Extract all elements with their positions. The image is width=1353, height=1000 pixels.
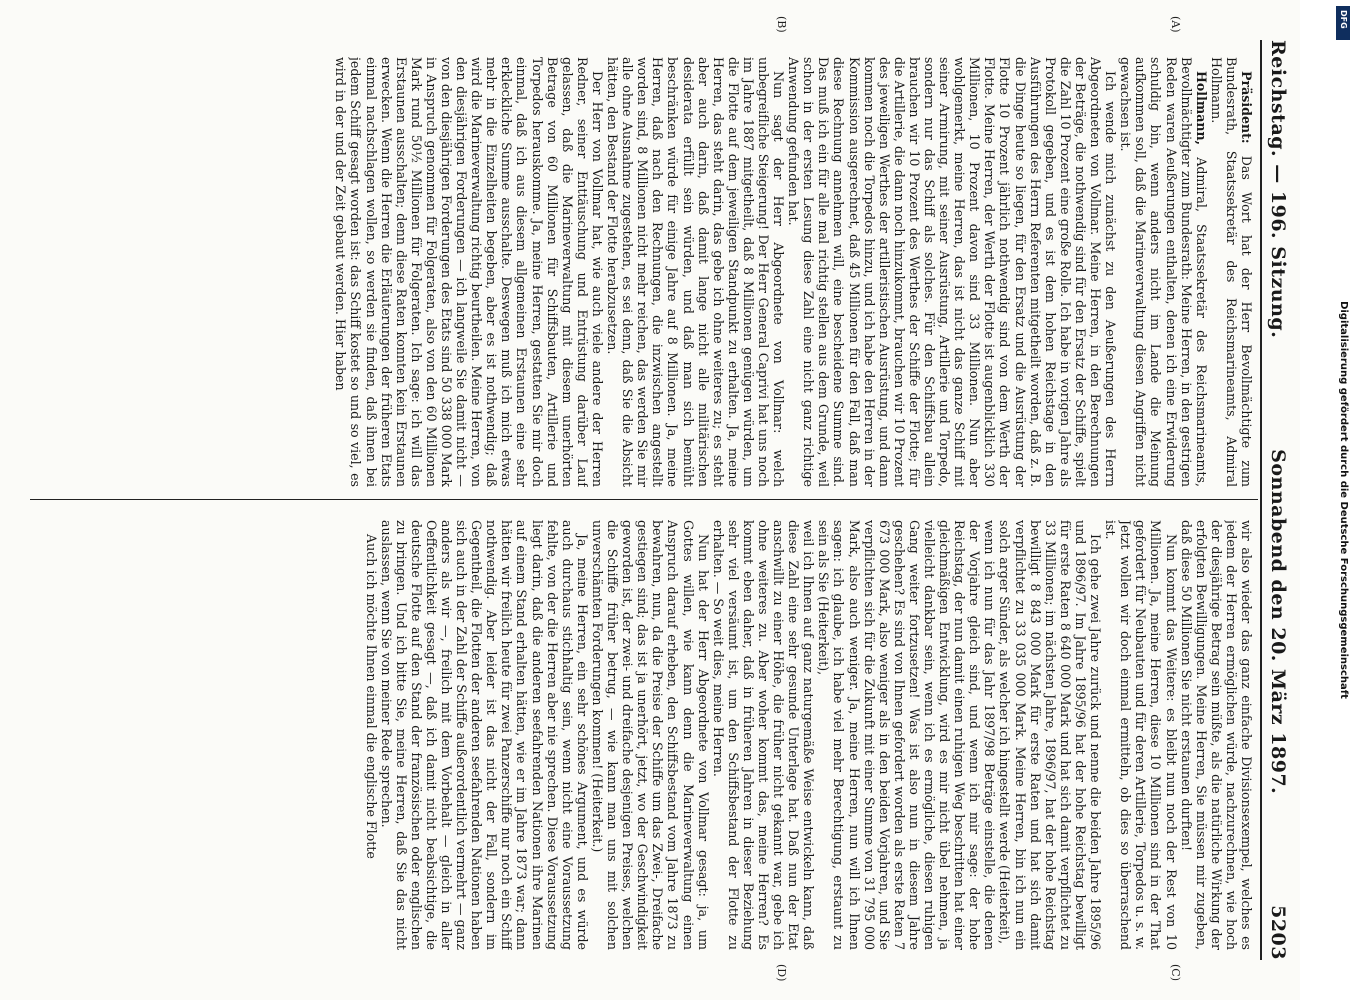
margin-mark-b: (B) — [775, 16, 788, 33]
paragraph-text: Admiral, Staatssekretär des Reichsmarineamts, Bevollmächtigter zum Bundesrath: Meine Herren, in den gestrigen Reden waren Aeußerungen enthalten, denen ich eine Erwiderung schuldig bin, wenn anders nicht im Lande die Meinung aufkommen soll, daß die Marineverwaltung diesen Angriffen nicht gewachsen ist. — [1118, 57, 1209, 487]
paragraph-text: Ich gehe zwei Jahre zurück und nenne die beiden Jahre 1895/96 und 1896/97. Im Jahre 1895/96 hat der hohe Reichstag bewilligt für erste Raten 8 640 000 Mark und hat sich damit verpflichtet zu 33 Millionen; im nächsten Jahre, 1896/97, hat der hohe Reichstag bewilligt 8 843 000 Mark für erste Raten und hat sich damit verpflichtet zu 33 035 000 Mark. Meine Herren, bin ich nun ein solch arger Sünder, als welcher ich hingestellt werde (Heiterkeit), — [997, 520, 1104, 950]
paragraph — [1179, 520, 1254, 950]
page-header — [1264, 40, 1292, 960]
paragraph — [379, 520, 590, 950]
paragraph-text: Nun kommt das Weitere: es bleibt nun noch der Rest von 10 Millionen. Ja, meine Herren, diese 10 Millionen sind in der That gefordert für Neubauten und für deren Artillerie, Torpedos u. s. w. Jetzt wollen wir doch einmal ermitteln, ob dies so überraschend ist. — [1103, 520, 1179, 950]
paragraph — [333, 57, 605, 487]
speaker-name: Präsident: — [1239, 71, 1254, 144]
paragraph — [786, 57, 1118, 487]
paragraph — [997, 520, 1103, 950]
paragraph — [590, 520, 711, 950]
right-column — [30, 520, 1254, 950]
paragraph-text: Nun sagt der Herr Abgeordnete von Vollmar: welch unbegreifliche Steigerung! Der Herr General Caprivi hat uns noch im Jahre 1887 mitgetheilt, daß 8 Millionen genügen würden, um die Flotte auf dem jeweiligen Standpunkt zu erhalten. Ja, meine Herren, das steht darin, das gebe ich ohne weiteres zu; es steht aber auch darin, daß damit lange nicht alle militärischen desiderata erfüllt sein würden, und daß man sich bemüht beschränken würde für einige Jahre auf 8 Millionen. Ja, meine Herren, daß nach den Rechnungen, die inzwischen angestellt worden sind, 8 Millionen nicht mehr reichen, das werden Sie mir alle ohne Ausnahme zugestehen, es sei denn, daß Sie die Absicht hätten, den Bestand der Flotte herabzusetzen. — [605, 57, 787, 487]
header-date: Sonnabend den 20. März 1897. — [1267, 449, 1289, 795]
column-rule — [30, 499, 1258, 500]
margin-mark-d: (D) — [775, 964, 788, 982]
digitization-note: Digitalisierung gefördert durch die Deutsche Forschungsgemeinschaft — [1338, 301, 1349, 699]
paragraph-text: Das Wort hat der Herr Bevollmächtigte zum Bundesrath, Staatssekretär des Reichsmarineamts, Admiral Hollmann. — [1208, 57, 1254, 487]
paragraph — [1209, 57, 1254, 487]
paragraph-text: Ich wende mich zunächst zu den Aeußerungen des Herrn Abgeordneten von Vollmar. Meine Herren, in den Berechnungen der Beträge, die nothwendig sind für den Ersatz der Schiffe, spielt die Zahl 10 Prozent eine große Rolle. Ich habe in vorigen Jahre als Protokoll gegeben, und es ist dem hohen Reichstage in den Ausführungen des Herrn Referenten mitgetheilt worden, daß z. B. die Dinge heute so liegen, für den Ersatz und die Ausrüstung der Flotte 10 Prozent jährlich nothwendig sind von dem Werth der Flotte. Meine Herren, der Werth der Flotte ist augenblicklich 330 Millionen, 10 Prozent davon sind 33 Millionen. Nun aber wohlgemerkt, meine Herren, das ist nicht das ganze Schiff mit seiner Armirung, mit seiner Ausrüstung, Artillerie und Torpedo, sondern nur das Schiff als solches. Für den Schiffsbau allein brauchen wir 10 Prozent des Werthes der Schiffe der Flotte; für die Artillerie, die dann noch hinzukommt, brauchen wir 10 Prozent des jeweiligen Werthes der artilleristischen Ausrüstung, und dann kommen noch die Torpedos hinzu, und ich habe den Herren in der Kommission ausgerechnet, daß 45 Millionen für den Fall, daß man diese Rechnung annehmen will, eine bescheidene Summe sind. Das muß ich ein für alle mal richtig stellen aus dem Grunde, weil schon in der ersten Lesung diese Zahl eine nicht ganz richtige Anwendung gefunden hat. — [786, 57, 1119, 487]
margin-mark-c: (C) — [1169, 964, 1182, 981]
paragraph-text: Ja, meine Herren, ein sehr schönes Argument, und es würde auch durchaus stichhaltig sein, wenn nicht eine Voraussetzung fehlte, von der die Herren aber nie sprechen. Diese Voraussetzung liegt darin, daß die anderen seefahrenden Nationen ihre Marinen auf einem Stand erhalten hätten, wie er im Jahre 1873 war; dann hätten wir freilich heute für zwei Panzerschiffe nur noch ein Schiff nothwendig. Aber leider ist das nicht der Fall, sondern im Gegentheil, die Flotten der anderen seefahrenden Nationen haben sich auch in der Zahl der Schiffe außerordentlich vermehrt — ganz anders als wir —, freilich mit dem Vorbehalt — gleich in aller Oeffentlichkeit gesagt —, daß ich damit nicht beabsichtige, die deutsche Flotte auf den Stand der französischen oder englischen zu bringen. Und ich bitte Sie, meine Herren, daß Sie das nicht auslassen, wenn Sie von meiner Rede sprechen. — [378, 520, 590, 950]
left-column — [30, 57, 1254, 487]
paragraph-text: wir also wieder das ganz einfache Divisionsexempel, welches es jedem der Herren ermöglichen würde, nachzurechnen, wie hoch der diesjährige Betrag sein müßte, als die natürliche Wirkung der erfolgten Bewilligungen. Meine Herren, Sie müssen mir zugeben, daß diese 50 Millionen Sie nicht erstaunen durften! — [1178, 520, 1254, 950]
header-rule — [1260, 40, 1262, 960]
paragraph — [363, 520, 378, 950]
paragraph — [605, 57, 786, 487]
paragraph-text: Der Herr von Vollmar hat, wie auch viele andere der Herren Redner, seiner Enttäuschung und Entrüstung darüber Lauf gelassen, daß die Marineverwaltung mit diesem unerhörten Betrage von 60 Millionen für Schiffsbauten, Artillerie und Torpedos herauskomme. Ja, meine Herren, gestatten Sie mir doch einmal, daß ich aus diesem allgemeinen Erstaunen eine sehr erkleckliche Summe ausschalte. Deswegen muß ich mich etwas mehr in die Einzelheiten begeben, aber es ist nothwendig; daß wird die Marineverwaltung richtig beurtheilen. Meine Herren, von den diesjährigen Forderungen — ich langweile Sie damit nicht — von den diesjährigen Forderungen des Etats sind 50 338 000 Mark in Anspruch genommen für Folgeraten, also von den 60 Millionen Mark rund 50½ Millionen für Folgeraten. Ich sage: ich will das Erstaunen ausschalten; denn diese Raten konnten kein Erstaunen erwecken. Wenn die Herren die Erläuterungen der früheren Etats einmal nachschlagen wollen, so werden sie finden, daß ihnen bei jedem Schiff gesagt worden ist: das Schiff kostet so und so viel, es wird in der und der Zeit gebaut werden. Hier haben — [333, 57, 605, 487]
paragraph-text: Auch ich möchte Ihnen einmal die englische Flotte — [363, 534, 379, 859]
paragraph — [1118, 57, 1209, 487]
speaker-name: Hollmann, — [1193, 71, 1209, 146]
dfg-logo-text: DFG — [1339, 10, 1348, 29]
paragraph — [816, 520, 997, 950]
header-left: Reichstag. — 196. Sitzung. — [1267, 40, 1289, 339]
paragraph-text: weil ich Ihnen auf ganz naturgemäße Weise entwickeln kann, daß diese Zahl eine sehr gesunde Unterlage hat. Daß nun der Etat anschwillt zu einer Höhe, die früher nicht gekannt war, gebe ich ohne weiteres zu. Aber woher kommt das, meine Herren? Es kommt eben daher, daß in früheren Jahren in dieser Beziehung sehr viel versäumt ist, um den Schiffsbestand der Flotte zu erhalten. — So weit dies, meine Herren. — [710, 520, 817, 950]
paragraph — [1103, 520, 1178, 950]
margin-mark-a: (A) — [1169, 16, 1182, 33]
paragraph-text: wenn ich nun für das Jahr 1897/98 Beträge einstelle, die denen der Vorjahre gleich sind, und wenn ich mir sage: der hohe Reichstag, der nun damit einen ruhigen Weg beschritten hat einer gleichmäßigen Entwicklung, wird es mir nicht übel nehmen, ja vielleicht dankbar sein, wenn ich es ermögliche, diesen ruhigen Gang weiter fortzusetzen! Was ist also nun in diesem Jahre geschehen? Es sind von Ihnen gefordert worden als erste Raten 7 673 000 Mark, also weniger als in den beiden Vorjahren, und Sie verpflichten sich für die Zukunft mit einer Summe von 31 795 000 Mark, also auch weniger. Ja, meine Herren, nun will ich Ihnen sagen: ich glaube, ich habe viel mehr Berechtigung, erstaunt zu sein als Sie (Heiterkeit), — [816, 520, 998, 950]
paragraph-text: Nun hat der Herr Abgeordnete von Vollmar gesagt: ja, um Gottes willen, wie kann denn die Marineverwaltung einen Anspruch darauf erheben, den Schiffsbestand vom Jahre 1873 zu bewahren, nun, da die Preise der Schiffe um das Zwei-, Dreifache gestiegen sind; das ist ja unerhört, jetzt, wo der Geschwindigkeit geworden ist, der zwei- und dreifache desjenigen Preises, welchen die Schiffe früher betrug, — wie kann man uns mit solchen unverschämten Forderungen kommen! (Heiterkeit.) — [589, 520, 711, 950]
paragraph — [711, 520, 817, 950]
page-number: 5203 — [1267, 905, 1289, 960]
